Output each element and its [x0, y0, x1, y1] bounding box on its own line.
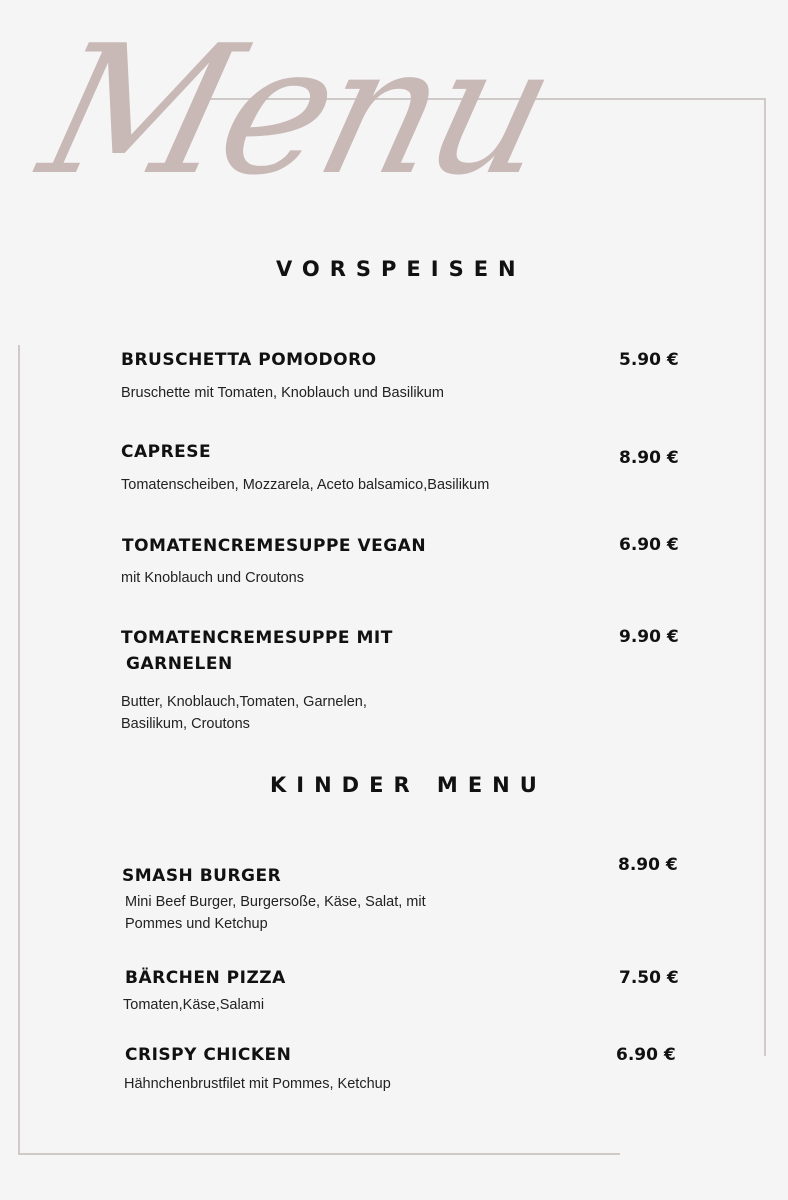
dish-price: 6.90 €: [619, 535, 679, 555]
dish-name: TOMATENCREMESUPPE VEGAN: [122, 536, 427, 556]
dish-price: 8.90 €: [618, 855, 678, 875]
dish-description: Mini Beef Burger, Burgersoße, Käse, Salat, mit: [125, 894, 426, 910]
frame-line-bottom: [18, 1153, 620, 1155]
frame-line-left: [18, 345, 20, 1155]
menu-title: Menu: [24, 7, 570, 214]
dish-name: TOMATENCREMESUPPE MIT: [121, 628, 393, 648]
section-title-vorspeisen: VORSPEISEN: [276, 257, 526, 281]
dish-description: Pommes und Ketchup: [125, 916, 268, 932]
dish-name: GARNELEN: [126, 654, 233, 674]
dish-price: 9.90 €: [619, 627, 679, 647]
dish-description: Tomatenscheiben, Mozzarela, Aceto balsamico,Basilikum: [121, 477, 490, 493]
dish-description: Butter, Knoblauch,Tomaten, Garnelen,: [121, 694, 367, 710]
dish-description: Tomaten,Käse,Salami: [123, 997, 265, 1013]
dish-name: SMASH BURGER: [122, 866, 282, 886]
frame-line-right: [764, 98, 766, 1056]
dish-name: BRUSCHETTA POMODORO: [121, 350, 377, 370]
dish-name: CRISPY CHICKEN: [125, 1045, 292, 1065]
dish-description: Hähnchenbrustfilet mit Pommes, Ketchup: [124, 1076, 391, 1092]
dish-price: 8.90 €: [619, 448, 679, 468]
dish-name: BÄRCHEN PIZZA: [125, 968, 286, 988]
dish-description: Basilikum, Croutons: [121, 716, 250, 732]
dish-price: 7.50 €: [619, 968, 679, 988]
dish-name: CAPRESE: [121, 442, 212, 462]
section-title-kinder-menu: KINDER MENU: [270, 773, 547, 797]
dish-description: Bruschette mit Tomaten, Knoblauch und Basilikum: [121, 385, 444, 401]
dish-description: mit Knoblauch und Croutons: [121, 570, 304, 586]
dish-price: 6.90 €: [616, 1045, 676, 1065]
dish-price: 5.90 €: [619, 350, 679, 370]
